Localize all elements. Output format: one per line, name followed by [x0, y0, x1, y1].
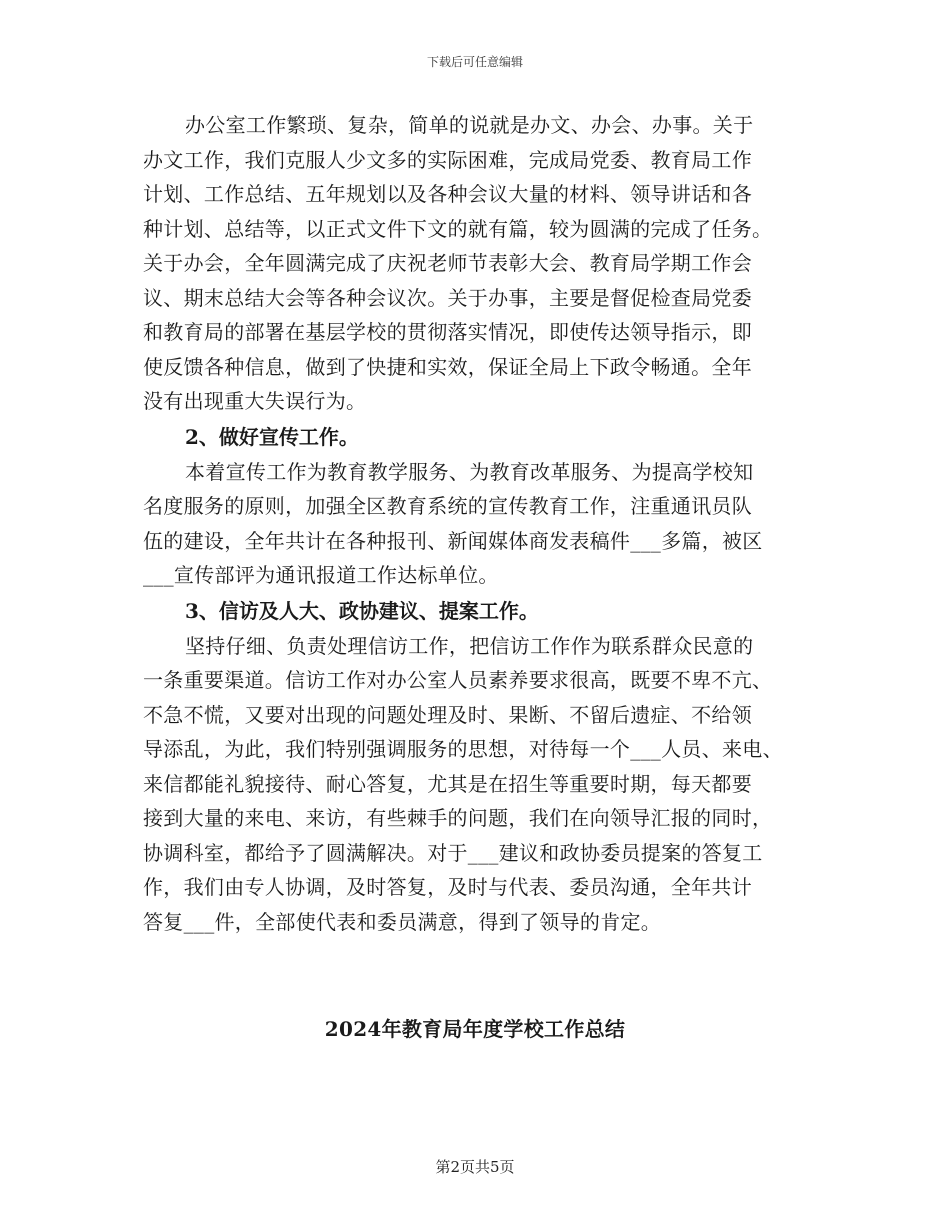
- document-body: [143, 108, 813, 939]
- paragraph-line: 作，我们由专人协调，及时答复，及时与代表、委员沟通，全年共计: [143, 875, 752, 899]
- paragraph-line: 名度服务的原则，加强全区教育系统的宣传教育工作，注重通讯员队: [143, 494, 752, 518]
- next-document-title: 2024年教育局年度学校工作总结: [324, 1017, 626, 1041]
- paragraph-line: 不急不慌，又要对出现的问题处理及时、果断、不留后遗症、不给领: [143, 702, 752, 727]
- paragraph-line: 接到大量的来电、来访，有些棘手的问题，我们在向领导汇报的同时，: [143, 806, 773, 830]
- paragraph-line: 没有出现重大失误行为。: [143, 389, 367, 413]
- page-footer-number: 第2页共5页: [435, 1158, 515, 1176]
- paragraph-line: 和教育局的部署在基层学校的贯彻落实情况，即使传达领导指示，即: [143, 320, 752, 344]
- paragraph-line: 协调科室，都给予了圆满解决。对于___建议和政协委员提案的答复工: [143, 840, 763, 865]
- paragraph-publicity: [143, 455, 813, 593]
- paragraph-line: 种计划、总结等，以正式文件下文的就有篇，较为圆满的完成了任务。: [143, 216, 773, 241]
- paragraph-line: 来信都能礼貌接待、耐心答复，尤其是在招生等重要时期，每天都要: [143, 771, 752, 796]
- paragraph-line: 使反馈各种信息，做到了快捷和实效，保证全局上下政令畅通。全年: [143, 354, 752, 379]
- paragraph-line: 关于办会，全年圆满完成了庆祝老师节表彰大会、教育局学期工作会: [143, 251, 752, 275]
- paragraph-petitions: [143, 629, 813, 940]
- paragraph-line: 坚持仔细、负责处理信访工作，把信访工作作为联系群众民意的: [185, 633, 754, 658]
- page-header-note: 下载后可任意编辑: [426, 55, 523, 69]
- paragraph-line: 伍的建设，全年共计在各种报刊、新闻媒体商发表稿件___多篇，被区: [143, 528, 763, 553]
- paragraph-line: 一条重要渠道。信访工作对办公室人员素养要求很高，既要不卑不亢、: [143, 668, 773, 692]
- section-heading-petitions: 3、信访及人大、政协建议、提案工作。: [185, 598, 539, 623]
- paragraph-line: 议、期末总结大会等各种会议次。关于办事，主要是督促检查局党委: [143, 285, 752, 310]
- paragraph-line: 导添乱，为此，我们特别强调服务的思想，对待每一个___人员、来电、: [143, 737, 783, 761]
- paragraph-line: 答复___件，全部使代表和委员满意，得到了领导的肯定。: [143, 909, 662, 934]
- paragraph-line: 办文工作，我们克服人少文多的实际困难，完成局党委、教育局工作: [143, 147, 752, 172]
- section-heading-publicity: 2、做好宣传工作。: [185, 424, 359, 449]
- paragraph-line: ___宣传部评为通讯报道工作达标单位。: [143, 563, 499, 587]
- paragraph-office-work: [143, 108, 813, 419]
- paragraph-line: 计划、工作总结、五年规划以及各种会议大量的材料、领导讲话和各: [143, 182, 752, 206]
- paragraph-line: 办公室工作繁琐、复杂，简单的说就是办文、办会、办事。关于: [185, 113, 754, 137]
- paragraph-line: 本着宣传工作为教育教学服务、为教育改革服务、为提高学校知: [185, 459, 754, 484]
